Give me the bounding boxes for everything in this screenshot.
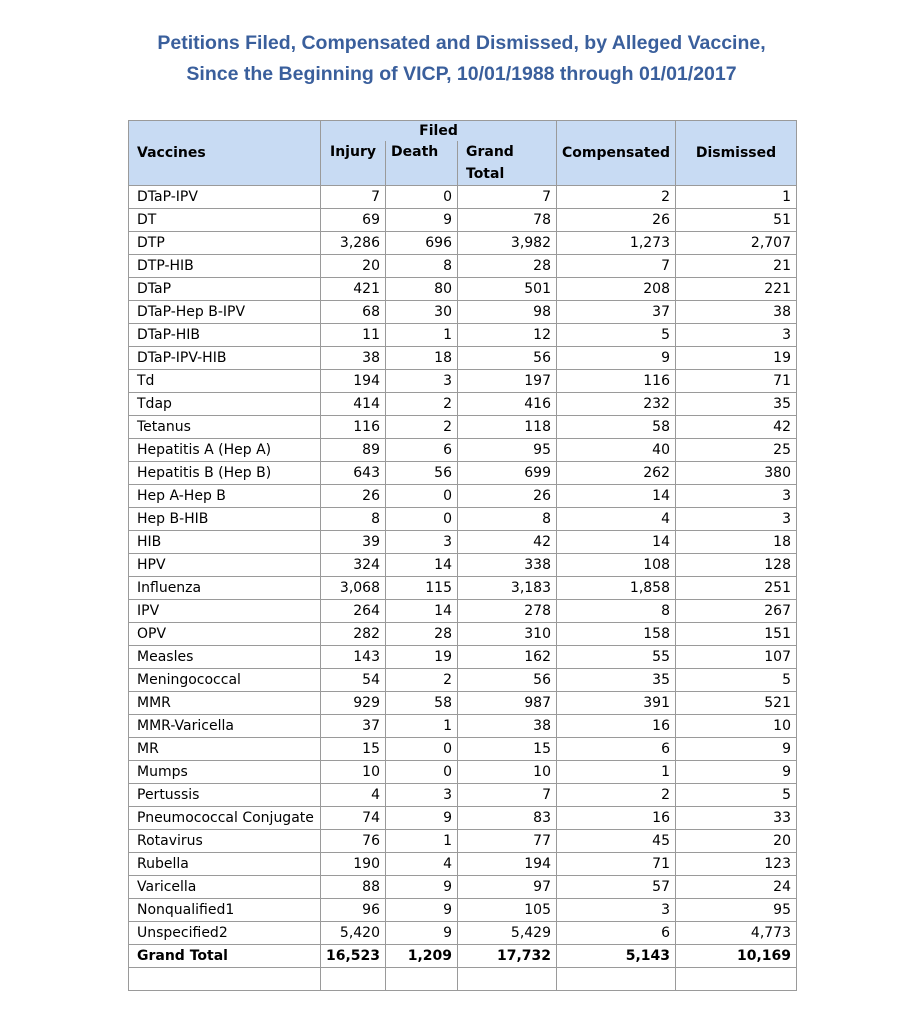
injury-cell: 116 bbox=[321, 416, 386, 439]
compensated-cell: 8 bbox=[557, 600, 676, 623]
dismissed-cell: 380 bbox=[676, 462, 797, 485]
table-row bbox=[129, 554, 797, 577]
grand-total-cell: 83 bbox=[458, 807, 557, 830]
injury-cell: 264 bbox=[321, 600, 386, 623]
table-row bbox=[129, 623, 797, 646]
compensated-cell: 6 bbox=[557, 922, 676, 945]
compensated-cell: 5 bbox=[557, 324, 676, 347]
table-row bbox=[129, 324, 797, 347]
injury-cell: 15 bbox=[321, 738, 386, 761]
injury-cell: 26 bbox=[321, 485, 386, 508]
death-cell: 0 bbox=[386, 485, 458, 508]
vaccine-name-cell: Meningococcal bbox=[129, 669, 321, 692]
vaccine-name-cell: Hep A-Hep B bbox=[129, 485, 321, 508]
vaccine-name-cell: MMR-Varicella bbox=[129, 715, 321, 738]
grand-total-cell: 105 bbox=[458, 899, 557, 922]
grand-total-cell: 501 bbox=[458, 278, 557, 301]
table-row bbox=[129, 531, 797, 554]
death-cell: 1 bbox=[386, 830, 458, 853]
vaccine-name-cell: Hepatitis B (Hep B) bbox=[129, 462, 321, 485]
death-cell: 1 bbox=[386, 324, 458, 347]
grand-total-cell: 987 bbox=[458, 692, 557, 715]
table-row bbox=[129, 692, 797, 715]
grand-total-cell: 97 bbox=[458, 876, 557, 899]
compensated-cell: 391 bbox=[557, 692, 676, 715]
injury-cell: 3,068 bbox=[321, 577, 386, 600]
table-row bbox=[129, 232, 797, 255]
compensated-cell: 158 bbox=[557, 623, 676, 646]
compensated-cell: 37 bbox=[557, 301, 676, 324]
total-compensated-cell: 5,143 bbox=[557, 945, 676, 968]
death-cell: 3 bbox=[386, 370, 458, 393]
death-cell: 0 bbox=[386, 508, 458, 531]
dismissed-cell: 24 bbox=[676, 876, 797, 899]
grand-total-cell: 118 bbox=[458, 416, 557, 439]
grand-total-cell: 278 bbox=[458, 600, 557, 623]
vaccine-name-cell: HIB bbox=[129, 531, 321, 554]
compensated-cell: 35 bbox=[557, 669, 676, 692]
dismissed-cell: 20 bbox=[676, 830, 797, 853]
vaccine-name-cell: Unspecified2 bbox=[129, 922, 321, 945]
death-cell: 28 bbox=[386, 623, 458, 646]
death-cell: 1 bbox=[386, 715, 458, 738]
table-row bbox=[129, 646, 797, 669]
death-cell: 2 bbox=[386, 393, 458, 416]
compensated-cell: 7 bbox=[557, 255, 676, 278]
table-row bbox=[129, 393, 797, 416]
dismissed-cell: 10 bbox=[676, 715, 797, 738]
grand-total-cell: 338 bbox=[458, 554, 557, 577]
grand-total-cell: 7 bbox=[458, 186, 557, 209]
injury-cell: 11 bbox=[321, 324, 386, 347]
compensated-cell: 71 bbox=[557, 853, 676, 876]
injury-cell: 76 bbox=[321, 830, 386, 853]
grand-total-cell: 38 bbox=[458, 715, 557, 738]
empty-cell bbox=[676, 968, 797, 991]
injury-cell: 929 bbox=[321, 692, 386, 715]
vaccine-name-cell: DTaP-IPV-HIB bbox=[129, 347, 321, 370]
dismissed-cell: 128 bbox=[676, 554, 797, 577]
vaccine-name-cell: DTaP-HIB bbox=[129, 324, 321, 347]
death-cell: 2 bbox=[386, 669, 458, 692]
grand-total-cell: 7 bbox=[458, 784, 557, 807]
header-vaccines: Vaccines bbox=[129, 121, 321, 186]
dismissed-cell: 107 bbox=[676, 646, 797, 669]
death-cell: 14 bbox=[386, 554, 458, 577]
dismissed-cell: 4,773 bbox=[676, 922, 797, 945]
dismissed-cell: 221 bbox=[676, 278, 797, 301]
injury-cell: 20 bbox=[321, 255, 386, 278]
injury-cell: 54 bbox=[321, 669, 386, 692]
injury-cell: 69 bbox=[321, 209, 386, 232]
header-dismissed: Dismissed bbox=[676, 121, 797, 186]
death-cell: 9 bbox=[386, 899, 458, 922]
injury-cell: 88 bbox=[321, 876, 386, 899]
injury-cell: 643 bbox=[321, 462, 386, 485]
death-cell: 0 bbox=[386, 761, 458, 784]
vaccine-name-cell: Nonqualified1 bbox=[129, 899, 321, 922]
compensated-cell: 9 bbox=[557, 347, 676, 370]
death-cell: 80 bbox=[386, 278, 458, 301]
compensated-cell: 3 bbox=[557, 899, 676, 922]
injury-cell: 8 bbox=[321, 508, 386, 531]
empty-cell bbox=[321, 968, 386, 991]
header-death: Death bbox=[386, 141, 458, 186]
injury-cell: 10 bbox=[321, 761, 386, 784]
death-cell: 9 bbox=[386, 807, 458, 830]
vaccine-name-cell: IPV bbox=[129, 600, 321, 623]
death-cell: 696 bbox=[386, 232, 458, 255]
injury-cell: 3,286 bbox=[321, 232, 386, 255]
vaccine-name-cell: DT bbox=[129, 209, 321, 232]
dismissed-cell: 267 bbox=[676, 600, 797, 623]
grand-total-cell: 98 bbox=[458, 301, 557, 324]
grand-total-cell: 12 bbox=[458, 324, 557, 347]
table-row bbox=[129, 600, 797, 623]
dismissed-cell: 3 bbox=[676, 485, 797, 508]
death-cell: 3 bbox=[386, 784, 458, 807]
petitions-table bbox=[128, 120, 797, 991]
compensated-cell: 55 bbox=[557, 646, 676, 669]
compensated-cell: 58 bbox=[557, 416, 676, 439]
table-row bbox=[129, 669, 797, 692]
dismissed-cell: 123 bbox=[676, 853, 797, 876]
compensated-cell: 57 bbox=[557, 876, 676, 899]
vaccine-name-cell: Tetanus bbox=[129, 416, 321, 439]
grand-total-cell: 95 bbox=[458, 439, 557, 462]
compensated-cell: 4 bbox=[557, 508, 676, 531]
total-grand-total-cell: 17,732 bbox=[458, 945, 557, 968]
compensated-cell: 116 bbox=[557, 370, 676, 393]
header-compensated: Compensated bbox=[557, 121, 676, 186]
table-row bbox=[129, 416, 797, 439]
vaccine-name-cell: OPV bbox=[129, 623, 321, 646]
death-cell: 30 bbox=[386, 301, 458, 324]
injury-cell: 143 bbox=[321, 646, 386, 669]
vaccine-name-cell: Rubella bbox=[129, 853, 321, 876]
vaccine-name-cell: Td bbox=[129, 370, 321, 393]
dismissed-cell: 33 bbox=[676, 807, 797, 830]
injury-cell: 68 bbox=[321, 301, 386, 324]
injury-cell: 39 bbox=[321, 531, 386, 554]
vaccine-name-cell: DTaP-Hep B-IPV bbox=[129, 301, 321, 324]
grand-total-row bbox=[129, 945, 797, 968]
compensated-cell: 262 bbox=[557, 462, 676, 485]
table-row bbox=[129, 830, 797, 853]
grand-total-cell: 416 bbox=[458, 393, 557, 416]
compensated-cell: 2 bbox=[557, 784, 676, 807]
dismissed-cell: 42 bbox=[676, 416, 797, 439]
dismissed-cell: 2,707 bbox=[676, 232, 797, 255]
table-row bbox=[129, 922, 797, 945]
compensated-cell: 1,273 bbox=[557, 232, 676, 255]
vaccine-name-cell: Rotavirus bbox=[129, 830, 321, 853]
death-cell: 0 bbox=[386, 738, 458, 761]
death-cell: 115 bbox=[386, 577, 458, 600]
vaccine-name-cell: Pneumococcal Conjugate bbox=[129, 807, 321, 830]
grand-total-cell: 5,429 bbox=[458, 922, 557, 945]
death-cell: 0 bbox=[386, 186, 458, 209]
death-cell: 8 bbox=[386, 255, 458, 278]
grand-total-cell: 699 bbox=[458, 462, 557, 485]
injury-cell: 96 bbox=[321, 899, 386, 922]
injury-cell: 38 bbox=[321, 347, 386, 370]
compensated-cell: 1,858 bbox=[557, 577, 676, 600]
compensated-cell: 2 bbox=[557, 186, 676, 209]
table-row bbox=[129, 876, 797, 899]
empty-cell bbox=[458, 968, 557, 991]
vaccine-name-cell: MR bbox=[129, 738, 321, 761]
grand-total-cell: 3,183 bbox=[458, 577, 557, 600]
empty-cell bbox=[557, 968, 676, 991]
grand-total-cell: 194 bbox=[458, 853, 557, 876]
empty-cell bbox=[129, 968, 321, 991]
table-row bbox=[129, 807, 797, 830]
grand-total-cell: 197 bbox=[458, 370, 557, 393]
grand-total-cell: 310 bbox=[458, 623, 557, 646]
compensated-cell: 45 bbox=[557, 830, 676, 853]
vaccine-name-cell: Hepatitis A (Hep A) bbox=[129, 439, 321, 462]
dismissed-cell: 19 bbox=[676, 347, 797, 370]
table-row bbox=[129, 209, 797, 232]
death-cell: 18 bbox=[386, 347, 458, 370]
grand-total-cell: 162 bbox=[458, 646, 557, 669]
injury-cell: 421 bbox=[321, 278, 386, 301]
header-injury: Injury bbox=[321, 141, 386, 186]
grand-total-cell: 77 bbox=[458, 830, 557, 853]
table-row bbox=[129, 462, 797, 485]
injury-cell: 5,420 bbox=[321, 922, 386, 945]
grand-total-cell: 42 bbox=[458, 531, 557, 554]
header-grand-total: Grand Total bbox=[458, 141, 557, 186]
table-row bbox=[129, 301, 797, 324]
dismissed-cell: 51 bbox=[676, 209, 797, 232]
dismissed-cell: 38 bbox=[676, 301, 797, 324]
compensated-cell: 14 bbox=[557, 485, 676, 508]
compensated-cell: 6 bbox=[557, 738, 676, 761]
empty-row bbox=[129, 968, 797, 991]
death-cell: 14 bbox=[386, 600, 458, 623]
vaccine-name-cell: Pertussis bbox=[129, 784, 321, 807]
dismissed-cell: 251 bbox=[676, 577, 797, 600]
vaccine-name-cell: Mumps bbox=[129, 761, 321, 784]
compensated-cell: 26 bbox=[557, 209, 676, 232]
table-row bbox=[129, 577, 797, 600]
grand-total-cell: 28 bbox=[458, 255, 557, 278]
table-body bbox=[129, 186, 797, 991]
grand-total-cell: 56 bbox=[458, 669, 557, 692]
death-cell: 9 bbox=[386, 876, 458, 899]
table-row bbox=[129, 715, 797, 738]
death-cell: 4 bbox=[386, 853, 458, 876]
dismissed-cell: 5 bbox=[676, 784, 797, 807]
dismissed-cell: 1 bbox=[676, 186, 797, 209]
table-row bbox=[129, 347, 797, 370]
compensated-cell: 40 bbox=[557, 439, 676, 462]
grand-total-cell: 26 bbox=[458, 485, 557, 508]
death-cell: 2 bbox=[386, 416, 458, 439]
title-line-2: Since the Beginning of VICP, 10/01/1988 through 01/01/2017 bbox=[186, 63, 737, 85]
vaccine-name-cell: Tdap bbox=[129, 393, 321, 416]
table-row bbox=[129, 508, 797, 531]
table-row bbox=[129, 485, 797, 508]
table-header bbox=[129, 121, 797, 186]
vaccine-name-cell: Measles bbox=[129, 646, 321, 669]
injury-cell: 414 bbox=[321, 393, 386, 416]
dismissed-cell: 25 bbox=[676, 439, 797, 462]
death-cell: 58 bbox=[386, 692, 458, 715]
vaccine-name-cell: HPV bbox=[129, 554, 321, 577]
table-row bbox=[129, 439, 797, 462]
table-row bbox=[129, 738, 797, 761]
injury-cell: 37 bbox=[321, 715, 386, 738]
compensated-cell: 16 bbox=[557, 807, 676, 830]
death-cell: 56 bbox=[386, 462, 458, 485]
vaccine-name-cell: Hep B-HIB bbox=[129, 508, 321, 531]
dismissed-cell: 521 bbox=[676, 692, 797, 715]
death-cell: 19 bbox=[386, 646, 458, 669]
injury-cell: 190 bbox=[321, 853, 386, 876]
injury-cell: 4 bbox=[321, 784, 386, 807]
table-row bbox=[129, 370, 797, 393]
vaccine-name-cell: DTP-HIB bbox=[129, 255, 321, 278]
table-row bbox=[129, 853, 797, 876]
vaccine-name-cell: DTP bbox=[129, 232, 321, 255]
death-cell: 9 bbox=[386, 209, 458, 232]
dismissed-cell: 35 bbox=[676, 393, 797, 416]
vaccine-name-cell: DTaP-IPV bbox=[129, 186, 321, 209]
injury-cell: 194 bbox=[321, 370, 386, 393]
empty-cell bbox=[386, 968, 458, 991]
injury-cell: 74 bbox=[321, 807, 386, 830]
dismissed-cell: 21 bbox=[676, 255, 797, 278]
grand-total-cell: 3,982 bbox=[458, 232, 557, 255]
header-filed: Filed bbox=[321, 121, 557, 142]
table-row bbox=[129, 186, 797, 209]
dismissed-cell: 9 bbox=[676, 761, 797, 784]
table-row bbox=[129, 761, 797, 784]
compensated-cell: 14 bbox=[557, 531, 676, 554]
vaccine-name-cell: Varicella bbox=[129, 876, 321, 899]
grand-total-cell: 10 bbox=[458, 761, 557, 784]
injury-cell: 7 bbox=[321, 186, 386, 209]
injury-cell: 324 bbox=[321, 554, 386, 577]
death-cell: 6 bbox=[386, 439, 458, 462]
compensated-cell: 232 bbox=[557, 393, 676, 416]
injury-cell: 282 bbox=[321, 623, 386, 646]
title-line-1: Petitions Filed, Compensated and Dismissed, by Alleged Vaccine, bbox=[157, 32, 766, 54]
dismissed-cell: 71 bbox=[676, 370, 797, 393]
total-injury-cell: 16,523 bbox=[321, 945, 386, 968]
dismissed-cell: 151 bbox=[676, 623, 797, 646]
compensated-cell: 208 bbox=[557, 278, 676, 301]
death-cell: 3 bbox=[386, 531, 458, 554]
table-row bbox=[129, 784, 797, 807]
vaccine-name-cell: DTaP bbox=[129, 278, 321, 301]
injury-cell: 89 bbox=[321, 439, 386, 462]
grand-total-cell: 15 bbox=[458, 738, 557, 761]
dismissed-cell: 3 bbox=[676, 324, 797, 347]
grand-total-cell: 8 bbox=[458, 508, 557, 531]
total-dismissed-cell: 10,169 bbox=[676, 945, 797, 968]
dismissed-cell: 95 bbox=[676, 899, 797, 922]
grand-total-cell: 56 bbox=[458, 347, 557, 370]
table-row bbox=[129, 899, 797, 922]
table-row bbox=[129, 255, 797, 278]
table-row bbox=[129, 278, 797, 301]
vaccine-name-cell: MMR bbox=[129, 692, 321, 715]
dismissed-cell: 5 bbox=[676, 669, 797, 692]
compensated-cell: 1 bbox=[557, 761, 676, 784]
total-vaccine-name-cell: Grand Total bbox=[129, 945, 321, 968]
grand-total-cell: 78 bbox=[458, 209, 557, 232]
page-title bbox=[0, 28, 923, 90]
compensated-cell: 16 bbox=[557, 715, 676, 738]
dismissed-cell: 18 bbox=[676, 531, 797, 554]
dismissed-cell: 9 bbox=[676, 738, 797, 761]
compensated-cell: 108 bbox=[557, 554, 676, 577]
vaccine-name-cell: Influenza bbox=[129, 577, 321, 600]
death-cell: 9 bbox=[386, 922, 458, 945]
total-death-cell: 1,209 bbox=[386, 945, 458, 968]
dismissed-cell: 3 bbox=[676, 508, 797, 531]
